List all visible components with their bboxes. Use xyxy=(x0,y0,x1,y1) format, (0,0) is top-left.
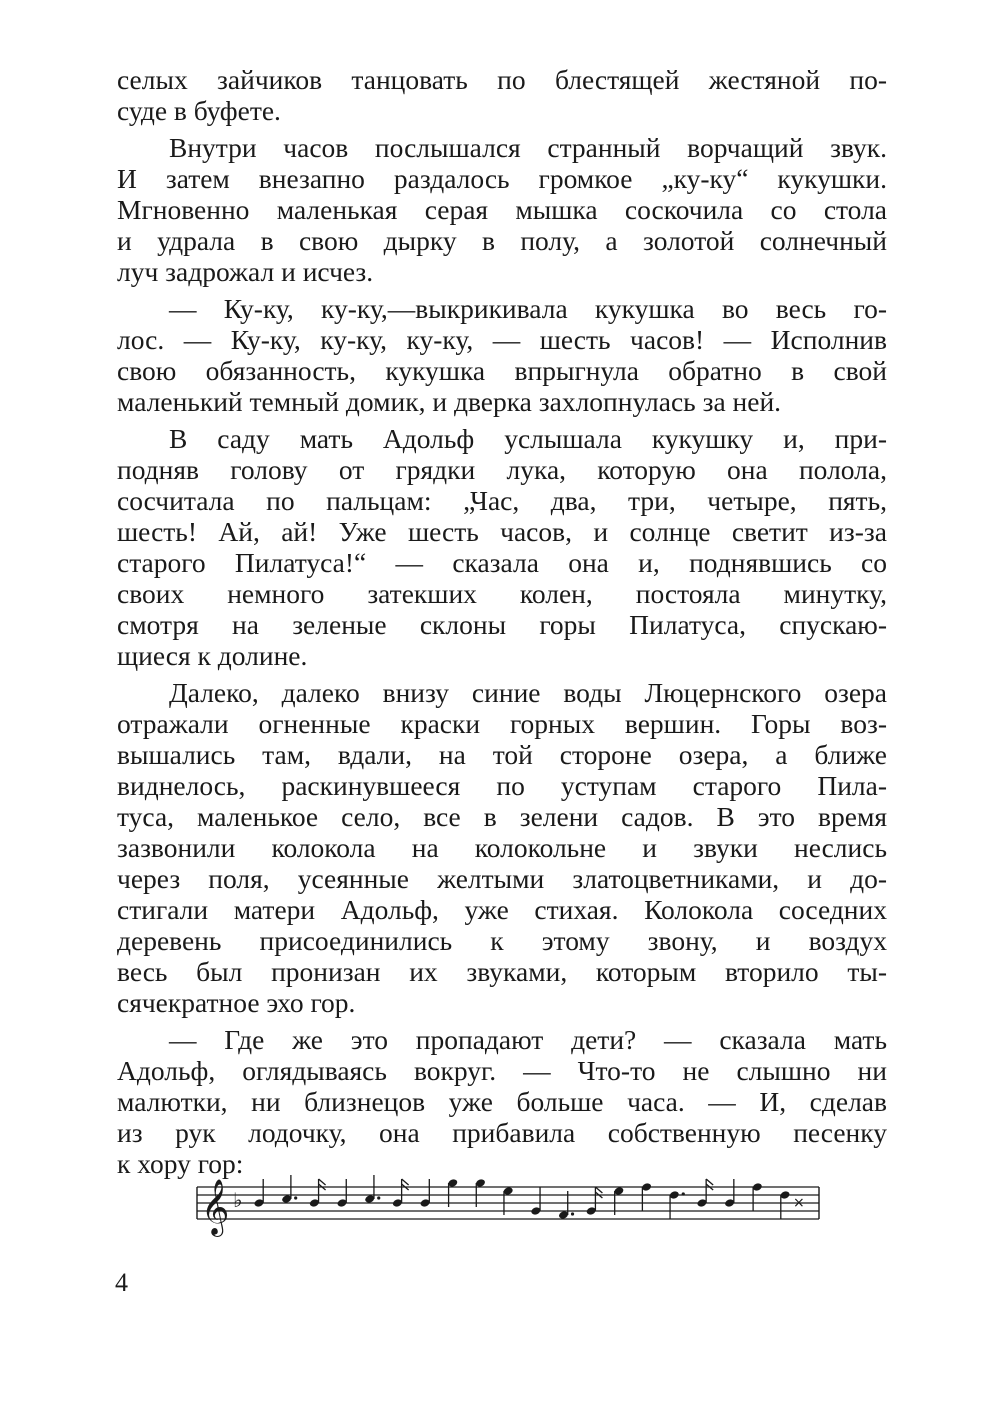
music-notation xyxy=(193,1165,823,1245)
note-dot xyxy=(294,1196,297,1199)
note-dot xyxy=(377,1196,380,1199)
text-line: смотря на зеленые склоны горы Пилатуса, спускаю- xyxy=(117,609,887,640)
music-notes xyxy=(201,1175,805,1237)
text-line: подняв голову от грядки лука, которую она полола, xyxy=(117,454,887,485)
text-line: сячекратное эхо гор. xyxy=(117,987,356,1018)
text-line: туса, маленькое село, все в зелени садов. В это время xyxy=(117,801,887,832)
text-line: щиеся к долине. xyxy=(117,640,308,671)
note-dot xyxy=(571,1212,574,1215)
note-dot xyxy=(682,1192,685,1195)
text-line: свою обязанность, кукушка впрыгнула обратно в свой xyxy=(117,355,887,386)
text-line: В саду мать Адольф услышала кукушку и, при- xyxy=(169,423,887,454)
text-line: через поля, усеянные желтыми златоцветниками, и до- xyxy=(117,863,887,894)
text-line: деревень присоединились к этому звону, и воздух xyxy=(117,925,887,956)
text-line: сосчитала по пальцам: „Час, два, три, четыре, пять, xyxy=(117,485,887,516)
text-line: малютки, ни близнецов уже больше часа. — И, сделав xyxy=(117,1086,887,1117)
text-line: своих немного затекших колен, постояла минутку, xyxy=(117,578,887,609)
text-line: виднелось, раскинувшееся по уступам старого Пила- xyxy=(117,770,887,801)
text-line: из рук лодочку, она прибавила собственную песенку xyxy=(117,1117,887,1148)
text-line: старого Пилатуса!“ — сказала она и, поднявшись со xyxy=(117,547,887,578)
end-mark-icon: × xyxy=(793,1195,805,1211)
text-line: Внутри часов послышался странный ворчащий звук. xyxy=(169,132,887,163)
text-line: Далеко, далеко внизу синие воды Люцернского озера xyxy=(169,677,887,708)
text-line: к хору гор: xyxy=(117,1148,244,1179)
text-line: стигали матери Адольф, уже стихая. Колокола соседних xyxy=(117,894,887,925)
paragraph xyxy=(117,293,887,417)
page-number: 4 xyxy=(115,1268,128,1297)
text-line: лос. — Ку-ку, ку-ку, ку-ку, — шесть часов! — Исполнив xyxy=(117,324,887,355)
text-line: — Где же это пропадают дети? — сказала мать xyxy=(169,1024,887,1055)
treble-clef-icon: 𝄞 xyxy=(201,1179,230,1235)
text-line: селых зайчиков танцовать по блестящей жестяной по- xyxy=(117,64,887,95)
text-line: — Ку-ку, ку-ку,—выкрикивала кукушка во весь го- xyxy=(169,293,887,324)
text-line: вышались там, вдали, на той стороне озера, а ближе xyxy=(117,739,887,770)
text-line: весь был пронизан их звуками, которым вторило ты- xyxy=(117,956,887,987)
text-line: шесть! Ай, ай! Уже шесть часов, и солнце светит из-за xyxy=(117,516,887,547)
paragraph xyxy=(117,1024,887,1179)
paragraph xyxy=(117,677,887,1018)
flat-sign-icon: ♭ xyxy=(233,1188,243,1212)
text-line: суде в буфете. xyxy=(117,95,281,126)
paragraph xyxy=(117,423,887,671)
text-line: Мгновенно маленькая серая мышка соскочила со стола xyxy=(117,194,887,225)
paragraph xyxy=(117,64,887,126)
text-line: и удрала в свою дырку в полу, а золотой солнечный xyxy=(117,225,887,256)
text-line: луч задрожал и исчез. xyxy=(117,256,374,287)
text-line: отражали огненные краски горных вершин. Горы воз- xyxy=(117,708,887,739)
body-text xyxy=(117,64,887,1179)
text-line: Адольф, оглядываясь вокруг. — Что-то не слышно ни xyxy=(117,1055,887,1086)
text-line: зазвонили колокола на колокольне и звуки неслись xyxy=(117,832,887,863)
text-line: И затем внезапно раздалось громкое „ку-ку“ кукушки. xyxy=(117,163,887,194)
text-line: маленький темный домик, и дверка захлопнулась за ней. xyxy=(117,386,782,417)
paragraph xyxy=(117,132,887,287)
